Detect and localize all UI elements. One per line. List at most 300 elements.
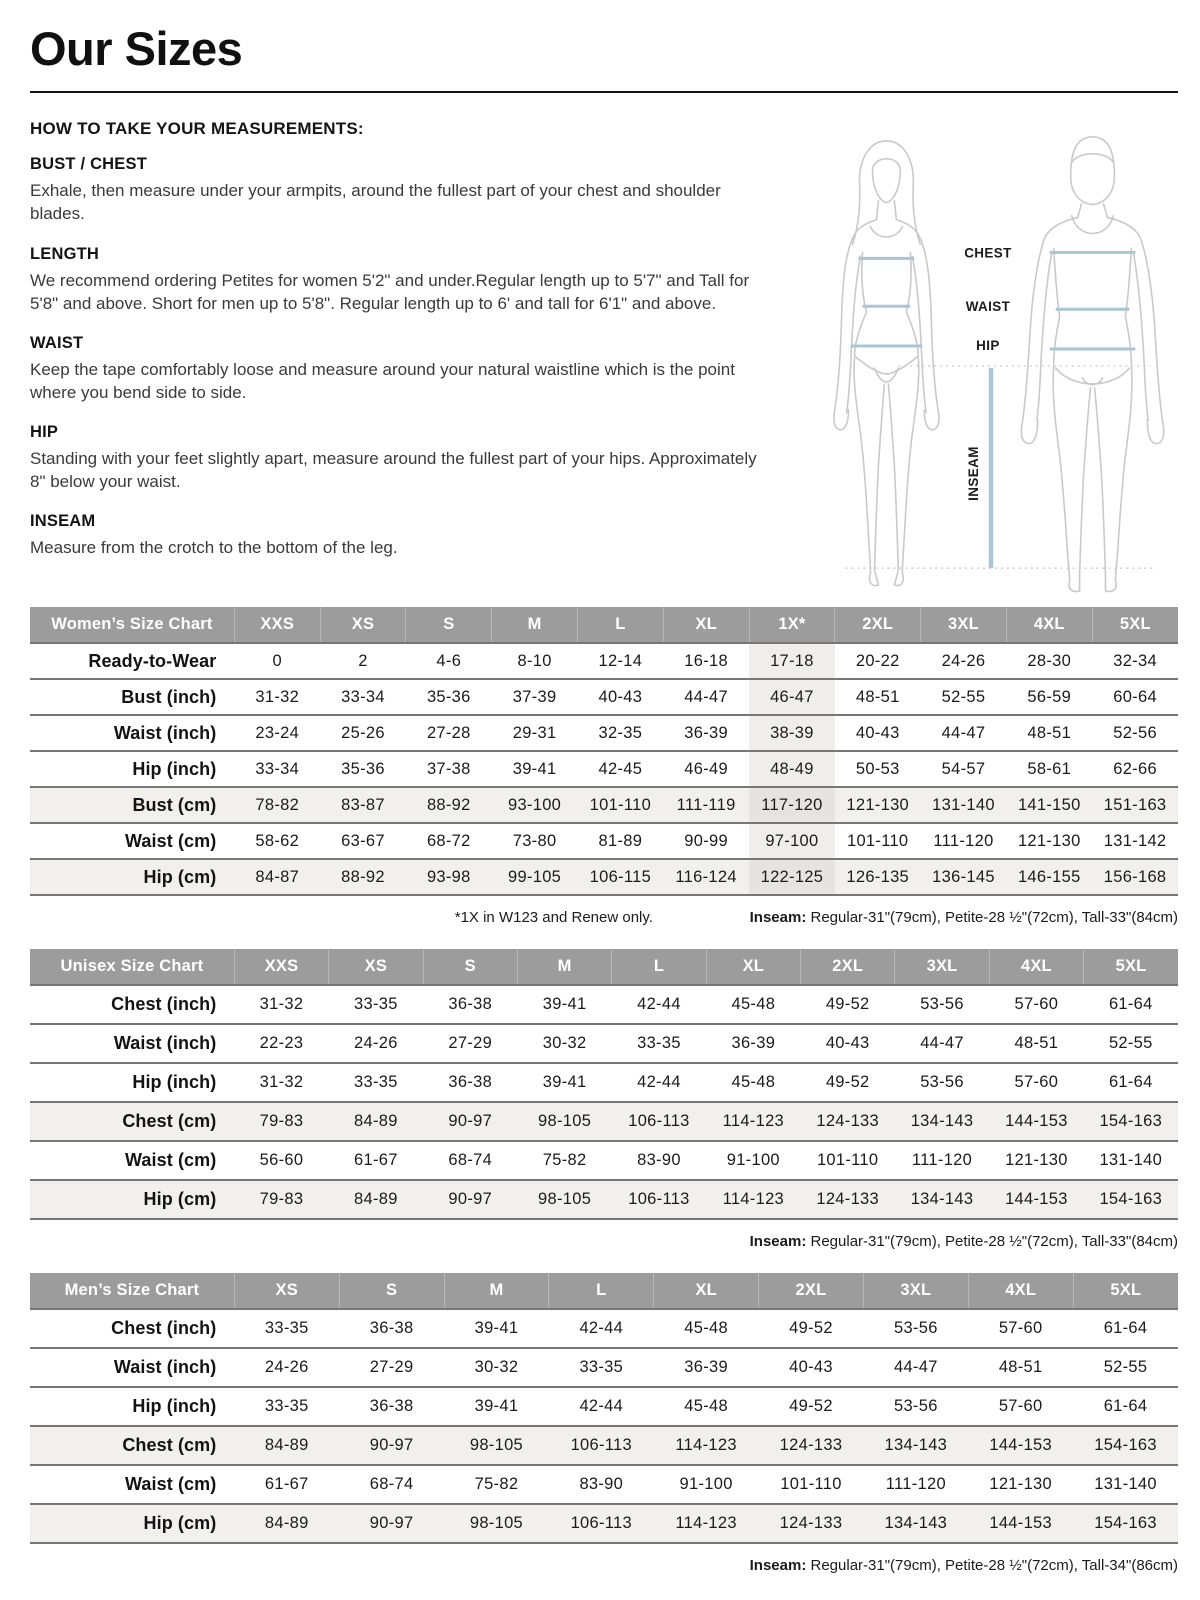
size-column-header: 3XL [921, 607, 1007, 643]
womens-inseam-note [750, 909, 1178, 927]
table-row [30, 1024, 1178, 1063]
table-row [30, 985, 1178, 1024]
inseam-note-label: Inseam: [749, 1557, 807, 1575]
size-value-cell: 36-39 [731, 1034, 776, 1053]
size-value-cell: 33-35 [354, 995, 398, 1014]
table-title: Men’s Size Chart [30, 1273, 234, 1309]
row-label: Waist (cm) [125, 1474, 217, 1495]
table-row [30, 1504, 1178, 1543]
measurement-instructions [30, 117, 772, 595]
size-value-cell: 114-123 [675, 1514, 737, 1533]
size-value-cell: 33-35 [264, 1397, 309, 1416]
size-value-cell: 61-64 [1108, 1073, 1153, 1092]
title-divider [30, 91, 1178, 93]
size-column-header: L [549, 1273, 654, 1309]
size-value-cell: 98-105 [469, 1436, 524, 1455]
size-column-header: 1X* [749, 607, 835, 643]
section-heading: WAIST [30, 333, 84, 352]
size-value-cell: 111-120 [885, 1475, 946, 1494]
row-label: Hip (cm) [143, 866, 217, 887]
size-value-cell: 61-67 [354, 1151, 398, 1170]
size-column-header: 2XL [759, 1273, 864, 1309]
size-value-cell: 134-143 [910, 1112, 974, 1131]
size-column-header: 5XL [1084, 949, 1178, 985]
size-column-header: XL [663, 607, 749, 643]
size-value-cell: 131-140 [932, 795, 995, 814]
unisex-size-chart-table [30, 949, 1178, 1220]
size-value-cell: 106-115 [589, 867, 652, 886]
size-value-cell: 144-153 [1005, 1190, 1068, 1209]
size-value-cell: 53-56 [920, 1073, 964, 1092]
size-value-cell: 54-57 [941, 759, 986, 778]
size-value-cell: 61-64 [1103, 1319, 1148, 1338]
table-row [30, 859, 1178, 895]
table-row [30, 1102, 1178, 1141]
table-row [30, 1426, 1178, 1465]
size-value-cell: 121-130 [846, 795, 910, 814]
size-value-cell: 124-133 [816, 1190, 879, 1209]
size-value-cell: 83-90 [579, 1475, 624, 1494]
size-value-cell: 114-123 [722, 1190, 785, 1209]
size-column-header: XS [329, 949, 423, 985]
size-value-cell: 141-150 [1017, 795, 1081, 814]
row-label: Waist (inch) [113, 722, 217, 743]
size-value-cell: 12-14 [598, 651, 643, 670]
table-row [30, 715, 1178, 751]
size-value-cell: 32-35 [598, 723, 643, 742]
size-value-cell: 33-34 [255, 759, 300, 778]
table-title: Unisex Size Chart [30, 949, 234, 985]
womens-size-chart-table [30, 607, 1178, 896]
size-value-cell: 99-105 [507, 867, 562, 886]
size-value-cell: 88-92 [426, 795, 471, 814]
size-column-header: S [423, 949, 517, 985]
size-value-cell: 151-163 [1103, 795, 1167, 814]
woman-outline-figure [834, 141, 939, 586]
size-value-cell: 111-119 [676, 795, 736, 814]
row-label: Chest (cm) [122, 1435, 217, 1456]
size-value-cell: 134-143 [884, 1514, 948, 1533]
row-label: Hip (inch) [132, 1396, 217, 1417]
size-value-cell: 84-89 [264, 1436, 309, 1455]
page-title: Our Sizes [30, 22, 243, 75]
size-value-cell: 79-83 [259, 1190, 304, 1209]
size-value-cell: 56-60 [259, 1151, 304, 1170]
table-row [30, 679, 1178, 715]
row-label: Chest (cm) [122, 1111, 217, 1132]
mens-size-chart-table [30, 1273, 1178, 1544]
size-value-cell: 48-51 [855, 687, 900, 706]
size-value-cell: 39-41 [474, 1397, 519, 1416]
size-value-cell: 126-135 [846, 867, 910, 886]
size-column-header: 2XL [835, 607, 921, 643]
womens-table-notes [30, 909, 1178, 927]
size-value-cell: 0 [272, 651, 282, 670]
size-value-cell: 40-43 [598, 687, 643, 706]
section-inseam [30, 512, 772, 559]
size-value-cell: 42-44 [579, 1397, 624, 1416]
size-column-header: M [444, 1273, 549, 1309]
size-guide-page [30, 0, 1178, 1575]
size-value-cell: 93-100 [507, 795, 562, 814]
size-value-cell: 40-43 [825, 1034, 870, 1053]
size-value-cell: 90-97 [448, 1112, 493, 1131]
size-value-cell: 63-67 [341, 831, 385, 850]
size-value-cell: 101-110 [846, 831, 909, 850]
size-value-cell: 49-52 [825, 995, 870, 1014]
row-label: Hip (cm) [143, 1189, 217, 1210]
size-value-cell: 73-80 [512, 831, 557, 850]
table-row [30, 643, 1178, 679]
hip-label: HIP [976, 338, 1000, 354]
table-row [30, 823, 1178, 859]
size-value-cell: 101-110 [816, 1151, 879, 1170]
size-value-cell: 27-29 [448, 1034, 493, 1053]
mens-size-chart-block [30, 1273, 1178, 1575]
size-value-cell: 121-130 [1005, 1151, 1068, 1170]
table-row [30, 1141, 1178, 1180]
size-value-cell: 124-133 [816, 1112, 879, 1131]
size-value-cell: 46-47 [749, 679, 835, 715]
size-value-cell: 106-113 [628, 1112, 690, 1131]
size-value-cell: 42-44 [579, 1319, 624, 1338]
size-value-cell: 62-66 [1113, 759, 1157, 778]
size-column-header: 3XL [863, 1273, 968, 1309]
table-row [30, 1309, 1178, 1348]
size-value-cell: 57-60 [998, 1319, 1043, 1338]
size-value-cell: 48-49 [749, 751, 835, 787]
size-value-cell: 98-105 [538, 1190, 592, 1209]
size-value-cell: 106-113 [628, 1190, 690, 1209]
size-value-cell: 4-6 [436, 651, 462, 670]
size-value-cell: 61-64 [1108, 995, 1153, 1014]
measurement-figure [788, 117, 1178, 595]
size-value-cell: 154-163 [1094, 1436, 1157, 1455]
size-value-cell: 91-100 [726, 1151, 780, 1170]
size-value-cell: 36-39 [684, 723, 728, 742]
size-value-cell: 40-43 [855, 723, 900, 742]
size-value-cell: 39-41 [512, 759, 557, 778]
size-value-cell: 30-32 [474, 1358, 519, 1377]
row-label: Ready-to-Wear [88, 650, 217, 671]
size-value-cell: 58-61 [1027, 759, 1072, 778]
unisex-inseam-note [750, 1233, 1178, 1251]
size-value-cell: 30-32 [542, 1034, 587, 1053]
size-value-cell: 44-47 [941, 723, 986, 742]
section-heading: BUST / CHEST [30, 155, 147, 174]
table-header-row [30, 949, 1178, 985]
size-value-cell: 57-60 [998, 1397, 1043, 1416]
size-value-cell: 36-38 [369, 1397, 414, 1416]
size-value-cell: 98-105 [469, 1514, 524, 1533]
size-value-cell: 33-35 [264, 1319, 309, 1338]
size-value-cell: 33-35 [637, 1034, 681, 1053]
size-value-cell: 31-32 [259, 1073, 304, 1092]
size-value-cell: 90-97 [448, 1190, 493, 1209]
size-value-cell: 154-163 [1094, 1514, 1157, 1533]
size-value-cell: 68-74 [369, 1475, 414, 1494]
size-value-cell: 20-22 [855, 651, 900, 670]
inseam-note-label: Inseam: [749, 1233, 807, 1251]
womens-size-chart-block [30, 607, 1178, 927]
size-value-cell: 35-36 [341, 759, 385, 778]
size-column-header: 2XL [801, 949, 895, 985]
size-value-cell: 58-62 [255, 831, 300, 850]
size-value-cell: 53-56 [893, 1319, 938, 1338]
size-value-cell: 45-48 [731, 995, 776, 1014]
size-value-cell: 88-92 [341, 867, 385, 886]
size-value-cell: 39-41 [474, 1319, 519, 1338]
size-value-cell: 45-48 [684, 1397, 728, 1416]
size-value-cell: 91-100 [679, 1475, 733, 1494]
size-value-cell: 93-98 [426, 867, 471, 886]
inseam-note-text: Regular-31"(79cm), Petite-28 ½"(72cm), Tall-34"(86cm) [806, 1557, 1178, 1575]
unisex-table-notes [30, 1233, 1178, 1251]
size-value-cell: 57-60 [1014, 995, 1059, 1014]
size-value-cell: 49-52 [789, 1397, 833, 1416]
table-title: Women’s Size Chart [30, 607, 234, 643]
section-body: Exhale, then measure under your armpits, around the fullest part of your chest and shoulder blades. [30, 181, 721, 224]
size-value-cell: 52-55 [1108, 1034, 1153, 1053]
size-value-cell: 146-155 [1017, 867, 1081, 886]
size-value-cell: 90-97 [369, 1514, 414, 1533]
section-length [30, 245, 772, 315]
mens-inseam-note [750, 1557, 1178, 1575]
womens-footnote: *1X in W123 and Renew only. [454, 909, 653, 927]
size-column-header: XXS [234, 607, 320, 643]
table-row [30, 1180, 1178, 1219]
size-value-cell: 24-26 [264, 1358, 309, 1377]
size-value-cell: 78-82 [255, 795, 300, 814]
size-value-cell: 134-143 [910, 1190, 974, 1209]
size-value-cell: 17-18 [749, 643, 835, 679]
size-value-cell: 122-125 [749, 859, 835, 895]
size-value-cell: 33-35 [354, 1073, 398, 1092]
table-row [30, 1465, 1178, 1504]
size-value-cell: 42-44 [637, 995, 681, 1014]
size-value-cell: 45-48 [684, 1319, 728, 1338]
size-value-cell: 27-28 [426, 723, 471, 742]
size-column-header: 5XL [1092, 607, 1178, 643]
size-value-cell: 154-163 [1099, 1112, 1163, 1131]
size-value-cell: 111-120 [911, 1151, 973, 1170]
size-value-cell: 37-39 [512, 687, 557, 706]
section-body: Standing with your feet slightly apart, measure around the fullest part of your hips. Approximately 8" below your waist. [30, 449, 757, 492]
man-outline-figure [1021, 137, 1163, 592]
size-value-cell: 31-32 [259, 995, 304, 1014]
waist-label: WAIST [965, 299, 1011, 315]
size-value-cell: 136-145 [932, 867, 995, 886]
size-value-cell: 121-130 [1017, 831, 1081, 850]
size-value-cell: 44-47 [684, 687, 728, 706]
size-value-cell: 8-10 [517, 651, 552, 670]
size-value-cell: 36-38 [448, 1073, 493, 1092]
row-label: Bust (cm) [132, 794, 217, 815]
size-value-cell: 131-140 [1099, 1151, 1163, 1170]
mens-table-notes [30, 1557, 1178, 1575]
size-value-cell: 81-89 [598, 831, 643, 850]
size-column-header: 3XL [895, 949, 989, 985]
size-value-cell: 101-110 [780, 1475, 842, 1494]
row-label: Waist (cm) [125, 1150, 217, 1171]
row-label: Hip (cm) [143, 1513, 217, 1534]
size-value-cell: 84-89 [264, 1514, 309, 1533]
size-value-cell: 25-26 [341, 723, 385, 742]
row-label: Waist (inch) [113, 1357, 217, 1378]
size-value-cell: 36-38 [448, 995, 493, 1014]
size-value-cell: 40-43 [789, 1358, 833, 1377]
size-column-header: L [577, 607, 663, 643]
measurement-intro [30, 117, 1178, 595]
size-value-cell: 114-123 [722, 1112, 785, 1131]
size-value-cell: 124-133 [779, 1436, 843, 1455]
table-row [30, 1063, 1178, 1102]
size-column-header: XL [706, 949, 800, 985]
size-value-cell: 24-26 [354, 1034, 398, 1053]
size-value-cell: 46-49 [684, 759, 728, 778]
size-value-cell: 24-26 [941, 651, 986, 670]
size-value-cell: 49-52 [825, 1073, 870, 1092]
howto-heading: HOW TO TAKE YOUR MEASUREMENTS: [30, 119, 364, 139]
size-column-header: S [406, 607, 492, 643]
size-value-cell: 79-83 [259, 1112, 304, 1131]
row-label: Waist (cm) [125, 830, 217, 851]
size-value-cell: 2 [358, 651, 368, 670]
size-value-cell: 27-29 [369, 1358, 414, 1377]
size-value-cell: 48-51 [1014, 1034, 1059, 1053]
size-value-cell: 60-64 [1113, 687, 1157, 706]
size-value-cell: 38-39 [749, 715, 835, 751]
size-value-cell: 131-140 [1094, 1475, 1157, 1494]
size-value-cell: 57-60 [1014, 1073, 1059, 1092]
size-value-cell: 124-133 [779, 1514, 843, 1533]
section-body: We recommend ordering Petites for women 5'2" and under.Regular length up to 5'7" and Tall for 5'8" and above. Short for men up to 5'8". Regular length up to 6' and tall for 6'1" and above. [30, 270, 750, 313]
size-column-header: L [612, 949, 706, 985]
table-row [30, 1387, 1178, 1426]
size-column-header: XS [234, 1273, 339, 1309]
size-value-cell: 53-56 [920, 995, 964, 1014]
size-column-header: XS [320, 607, 406, 643]
section-hip [30, 423, 772, 493]
size-column-header: XL [654, 1273, 759, 1309]
size-value-cell: 131-142 [1103, 831, 1167, 850]
size-value-cell: 116-124 [675, 867, 737, 886]
size-value-cell: 61-67 [264, 1475, 309, 1494]
size-value-cell: 48-51 [1027, 723, 1072, 742]
size-value-cell: 144-153 [989, 1436, 1052, 1455]
row-label: Hip (inch) [132, 758, 217, 779]
size-value-cell: 84-87 [255, 867, 300, 886]
inseam-note-text: Regular-31"(79cm), Petite-28 ½"(72cm), Tall-33"(84cm) [806, 1233, 1178, 1251]
inseam-note-text: Regular-31"(79cm), Petite-28 ½"(72cm), Tall-33"(84cm) [806, 909, 1178, 927]
size-column-header: 4XL [1006, 607, 1092, 643]
size-value-cell: 106-113 [570, 1436, 633, 1455]
section-waist [30, 334, 772, 404]
size-value-cell: 68-72 [426, 831, 471, 850]
chest-label: CHEST [964, 245, 1012, 261]
row-label: Chest (inch) [111, 1318, 217, 1339]
section-heading: LENGTH [30, 244, 100, 263]
section-heading: HIP [30, 423, 59, 441]
size-value-cell: 44-47 [920, 1034, 964, 1053]
size-column-header: 4XL [989, 949, 1083, 985]
size-value-cell: 144-153 [989, 1514, 1052, 1533]
size-value-cell: 117-120 [749, 787, 835, 823]
size-column-header: S [339, 1273, 444, 1309]
size-value-cell: 31-32 [255, 687, 300, 706]
body-measurement-diagram [788, 117, 1178, 595]
size-value-cell: 156-168 [1103, 867, 1167, 886]
size-value-cell: 56-59 [1027, 687, 1072, 706]
size-value-cell: 52-55 [1103, 1358, 1148, 1377]
size-value-cell: 111-120 [933, 831, 994, 850]
size-value-cell: 106-113 [570, 1514, 633, 1533]
size-value-cell: 48-51 [998, 1358, 1043, 1377]
size-value-cell: 36-38 [369, 1319, 414, 1338]
size-column-header: M [492, 607, 578, 643]
size-column-header: 5XL [1073, 1273, 1178, 1309]
table-row [30, 1348, 1178, 1387]
size-value-cell: 75-82 [474, 1475, 519, 1494]
size-value-cell: 28-30 [1027, 651, 1072, 670]
size-value-cell: 33-35 [579, 1358, 624, 1377]
size-value-cell: 83-90 [637, 1151, 681, 1170]
size-value-cell: 121-130 [989, 1475, 1052, 1494]
row-label: Chest (inch) [111, 994, 217, 1015]
size-value-cell: 33-34 [341, 687, 385, 706]
size-column-header: M [517, 949, 611, 985]
size-value-cell: 84-89 [354, 1190, 398, 1209]
size-value-cell: 49-52 [789, 1319, 833, 1338]
size-column-header: XXS [234, 949, 328, 985]
size-value-cell: 90-97 [369, 1436, 414, 1455]
section-bust-chest [30, 155, 772, 225]
size-value-cell: 68-74 [448, 1151, 493, 1170]
size-value-cell: 35-36 [426, 687, 471, 706]
section-body: Measure from the crotch to the bottom of the leg. [30, 538, 398, 558]
size-value-cell: 37-38 [426, 759, 471, 778]
size-value-cell: 44-47 [893, 1358, 938, 1377]
size-value-cell: 97-100 [749, 823, 835, 859]
row-label: Hip (inch) [132, 1072, 217, 1093]
size-value-cell: 101-110 [589, 795, 652, 814]
size-value-cell: 154-163 [1099, 1190, 1163, 1209]
size-value-cell: 23-24 [255, 723, 300, 742]
size-value-cell: 114-123 [675, 1436, 737, 1455]
row-label: Bust (inch) [121, 686, 217, 707]
size-value-cell: 42-45 [598, 759, 643, 778]
size-value-cell: 84-89 [354, 1112, 398, 1131]
size-value-cell: 32-34 [1113, 651, 1157, 670]
inseam-label: INSEAM [966, 446, 982, 502]
size-value-cell: 90-99 [684, 831, 728, 850]
table-row [30, 751, 1178, 787]
size-value-cell: 29-31 [512, 723, 557, 742]
size-value-cell: 144-153 [1005, 1112, 1068, 1131]
table-row [30, 787, 1178, 823]
inseam-note-label: Inseam: [749, 909, 807, 927]
unisex-size-chart-block [30, 949, 1178, 1251]
size-value-cell: 53-56 [893, 1397, 938, 1416]
size-value-cell: 16-18 [684, 651, 728, 670]
size-value-cell: 42-44 [637, 1073, 681, 1092]
size-value-cell: 22-23 [259, 1034, 304, 1053]
table-header-row [30, 1273, 1178, 1309]
section-body: Keep the tape comfortably loose and measure around your natural waistline which is the point where you bend side to side. [30, 359, 735, 402]
size-column-header: 4XL [968, 1273, 1073, 1309]
size-value-cell: 45-48 [731, 1073, 776, 1092]
table-header-row [30, 607, 1178, 643]
